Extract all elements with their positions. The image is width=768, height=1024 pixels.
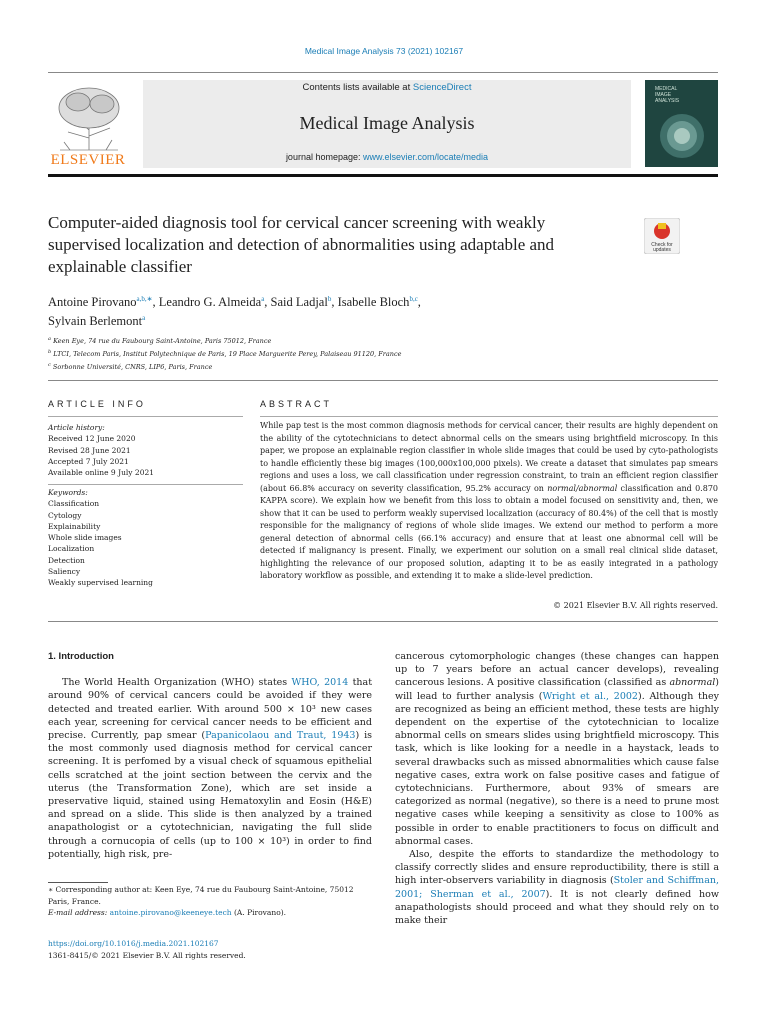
doi-block [48, 938, 246, 961]
issn-line: 1361-8415/© 2021 Elsevier B.V. All rights reserved. [48, 950, 246, 960]
author: Isabelle Bloch$^{b,c}$, [337, 295, 421, 310]
paragraph: Also, despite the efforts to standardize the methodology to classify correctly slides and ensure reproductibility, there is still a high inter-observers variability in diagnosis (Stoler and Schiffman, 2001; Sherman et al., 2007). It is not clearly defined how anapathologists should proceed and what they should rely on to make their [395, 849, 719, 927]
elsevier-wordmark: ELSEVIER [50, 152, 126, 168]
svg-text:Check for: Check for [651, 242, 673, 248]
header-thick-rule [48, 174, 718, 177]
article-history [48, 422, 243, 478]
keyword: Whole slide images [48, 533, 122, 543]
affiliation: $^b$ LTCI, Telecom Paris, Institut Polytechnique de Paris, 19 Place Marguerite Perey, Palaiseau 91120, France [48, 349, 402, 359]
affiliation: $^c$ Sorbonne Université, CNRS, LIP6, Paris, France [48, 362, 213, 372]
author-list [48, 291, 608, 329]
keyword: Saliency [48, 567, 81, 577]
check-for-updates-icon[interactable] [644, 218, 680, 254]
keyword: Cytology [48, 510, 82, 520]
citation-link[interactable]: WHO, 2014 [291, 677, 349, 689]
keyword: Explainability [48, 521, 101, 531]
body-rule [48, 621, 718, 622]
citation-link[interactable]: Stoler and Schiffman, 2001; Sherman et al., 2007 [395, 875, 719, 900]
abstract-copyright: © 2021 Elsevier B.V. All rights reserved. [553, 601, 718, 610]
history-label: Article history: [48, 423, 105, 432]
author: Said Ladjal$^b$, [270, 295, 338, 310]
abstract-text: While pap test is the most common diagnosis methods for cervical cancer, their results are highly dependent on the ability of the cytotechnicians to detect abnormal cells on the smears using brightfield microscopy. In this paper, we propose an explainable region classifier in whole slide images that could be used by cyto-pathologists to handle efficiently these big images (100,000x100,000 pixels). We create a dataset that simulates pap smears regions and uses a loss, we call classification under regression constraint, to train an efficient region classifier (about 66.8% accuracy on severity classification, 95.2% accuracy on normal/abnormal classification and 0.870 KAPPA score). We explain how we benefit from this loss to obtain a model focused on sensitivity and, then, we show that it can be used to perform weakly supervised localization (accuracy of 80.4%) of the cell that is mostly responsible for the malignancy of regions of whole slide images. We extend our method to perform a more general detection of abnormal cells (66.1% accuracy) and ensure that at least one abnormal cell will be detected if malignancy is present. Finally, we experiment our solution on a small real clinical slide dataset, highlighting the relevance of our proposed solution, adapting it to be as easily integrated in a pathology laboratory workflow as possible, and extending it to make a slide-level prediction. [260, 421, 718, 580]
journal-title: Medical Image Analysis [299, 113, 475, 133]
citation-link[interactable]: Wright et al., 2002 [542, 690, 638, 702]
author: Leandro G. Almeida$^a$, [158, 295, 271, 310]
corresponding-author-note: ∗ Corresponding author at: Keen Eye, 74 rue du Faubourg Saint-Antoine, 75012 Paris, France. [48, 885, 354, 906]
doi-link[interactable]: https://doi.org/10.1016/j.media.2021.102167 [48, 939, 219, 948]
paragraph: The World Health Organization (WHO) states WHO, 2014 that around 90% of cervical cancers could be avoided if they were detected and treated earlier. With around 500 × 10³ new cases each year, screening for cervical cancer needs to be efficient and precise. Currently, pap smear (Papanicolaou and Traut, 1943) is the most commonly used diagnosis method for cervical cancer screening. It is perfomed by a visual check of squamous epithelial cells scratched at the joint section between the cervix and the uterus (the Transformation Zone), which are set inside a preservative liquid, stained using Hematoxylin and Eosin (H&E) and spread on a slide. This slide is then analyzed by a trained anapathologist or a cytotechnician, navigating the full slide through a cornucopia of cells (up to 100 × 10³) in order to find potentially, high risk, pre- [48, 677, 373, 860]
citation-link[interactable]: Papanicolaou and Traut, 1943 [205, 730, 356, 742]
history-item: Available online 9 July 2021 [48, 468, 155, 478]
article-info-heading: ARTICLE INFO [48, 399, 146, 409]
footnote-rule [48, 882, 108, 883]
history-item: Accepted 7 July 2021 [48, 456, 129, 466]
sciencedirect-link[interactable]: ScienceDirect [412, 82, 472, 93]
cover-graphic [653, 110, 711, 162]
keyword: Weakly supervised learning [48, 578, 153, 588]
left-column [48, 650, 372, 861]
abstract-rule [260, 416, 718, 417]
keyword: Classification [48, 499, 100, 509]
keyword: Detection [48, 555, 85, 565]
keyword: Localization [48, 544, 95, 554]
history-item: Received 12 June 2020 [48, 434, 136, 444]
affiliation: $^a$ Keen Eye, 74 rue du Faubourg Saint-Antoine, Paris 75012, France [48, 336, 272, 346]
email-note: E-mail address: antoine.pirovano@keeneye.tech (A. Pirovano). [48, 908, 287, 917]
article-title: Computer-aided diagnosis tool for cervical cancer screening with weakly supervised localization and detection of abnormalities using adaptable and explainable classifier [48, 213, 555, 276]
section-rule [48, 380, 718, 381]
history-item: Revised 28 June 2021 [48, 445, 131, 455]
introduction-heading: 1. Introduction [48, 651, 114, 662]
footnote [48, 884, 372, 919]
affiliations [48, 334, 608, 373]
author: Antoine Pirovano$^{a,b,∗}$, [48, 295, 159, 310]
author: Sylvain Berlemont$^a$ [48, 314, 146, 329]
abstract-heading: ABSTRACT [260, 399, 333, 409]
homepage-link[interactable]: www.elsevier.com/locate/media [363, 152, 489, 162]
keywords-rule [48, 484, 243, 485]
paragraph: cancerous cytomorphologic changes (these changes can happen up to 7 years before an actual cancer develops), revealing cancerous lesions. A positive classification (classified as abnormal) will lead to further analysis (Wright et al., 2002). Although they are recognized as being an efficient method, these tests are highly dependent on the expertise of the cytotechnician to localize abnormal cells on smears slides using brightfield microscopy. This task, which is like looking for a needle in a haystack, leads to several drawbacks such as missed abnormalities which cause false negative cases, extra work on false positive cases and fatigue of cytotechnicians. Furthermore, about 93% of smears are categorized as normal (negative), so there is a need to prune most negative cases while keeping a sensitivity as close to 100% as possible in order to enable practitioners to focus on difficult and abnormal cases. [395, 651, 719, 847]
info-rule [48, 416, 243, 417]
email-link[interactable]: antoine.pirovano@keeneye.tech [109, 908, 232, 917]
journal-reference[interactable]: Medical Image Analysis 73 (2021) 102167 [304, 46, 464, 56]
svg-text:updates: updates [653, 247, 671, 253]
top-rule [48, 72, 718, 73]
keywords-label: Keywords: [48, 488, 88, 497]
keywords [48, 487, 243, 589]
homepage-line: journal homepage: www.elsevier.com/locate/media [285, 152, 489, 162]
contents-line: Contents lists available at ScienceDirect [302, 82, 472, 93]
right-column [395, 650, 719, 927]
journal-cover-image: MEDICAL IMAGE ANALYSIS [645, 80, 718, 167]
